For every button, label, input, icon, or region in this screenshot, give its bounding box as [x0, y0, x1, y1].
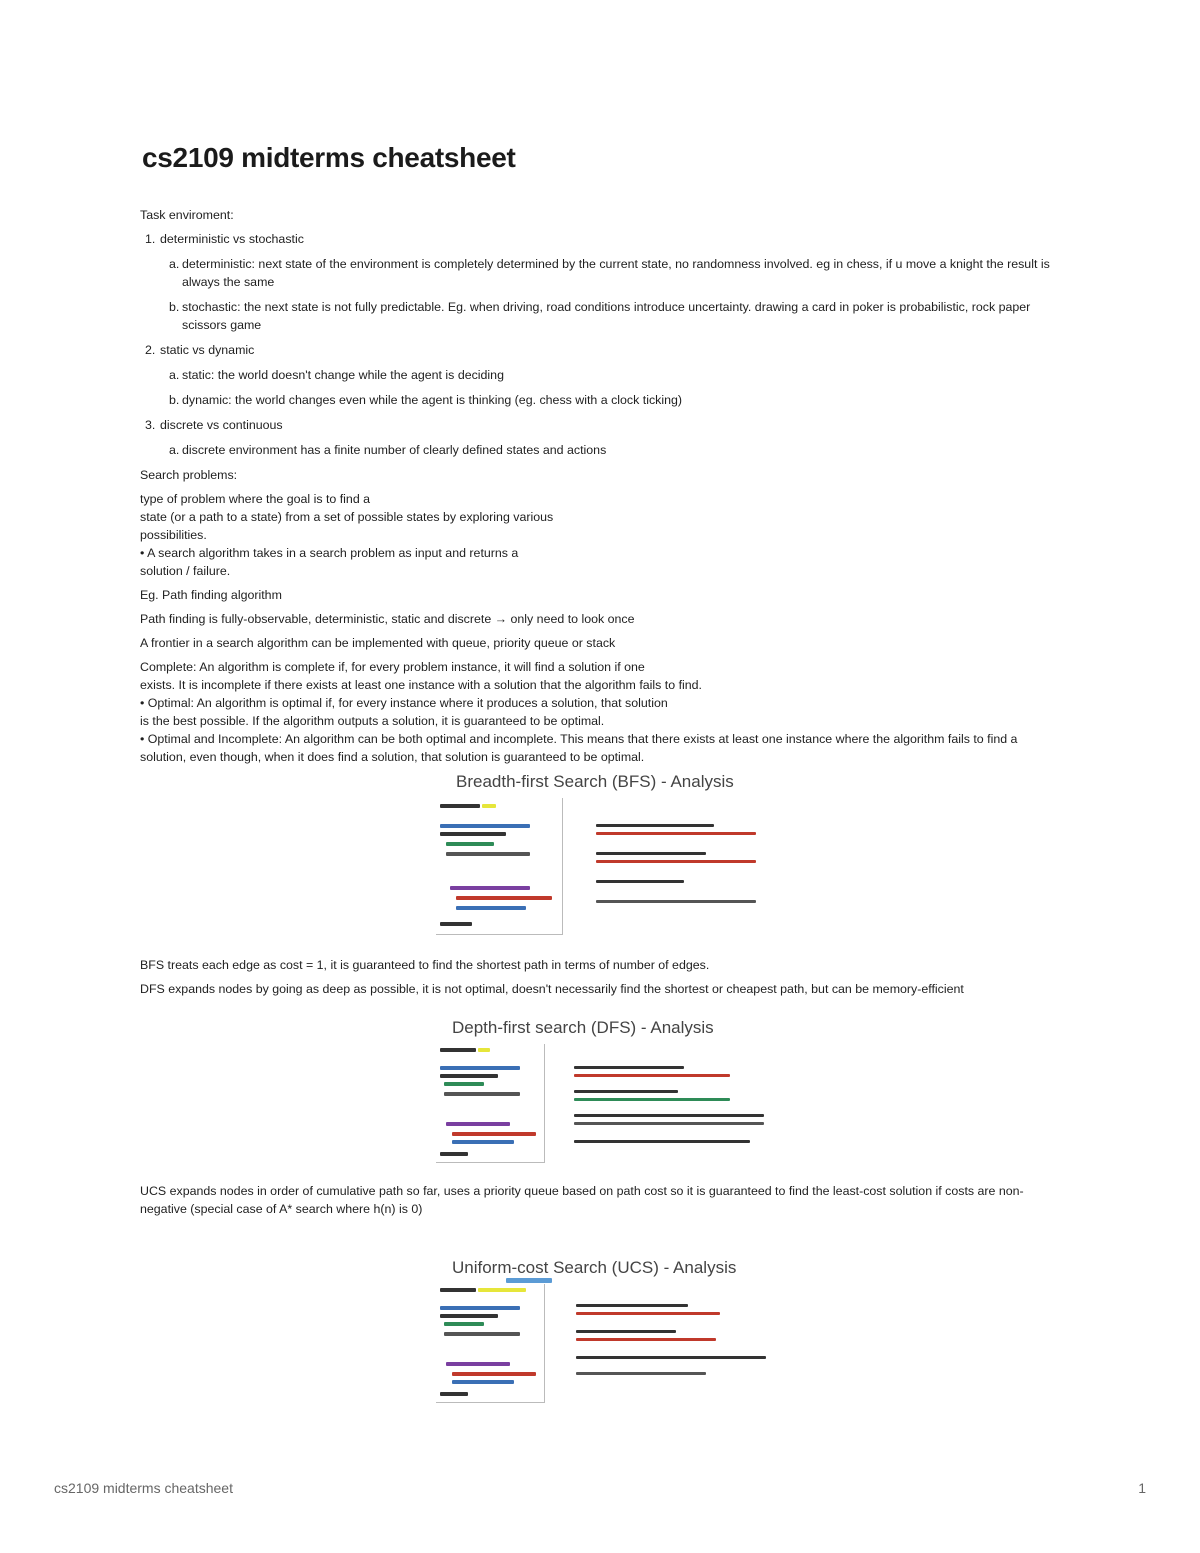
ucs-code-box — [436, 1284, 545, 1403]
completeness-definition: Complete: An algorithm is complete if, for every problem instance, it will find a solution if one exists. It is incomplete if there exists at least one instance with a solution that the algorithm fails to find. • Optimal: An algorithm is optimal if, for every instance where it produces a solution, that solution is the best possible. If the algorithm outputs a solution, it is guaranteed to be optimal. • Optimal and Incomplete: An algorithm can be both optimal and incomplete. This means that there exists at least one instance where the algorithm fails to find a solution, even though, when it does find a solution, that solution is guaranteed to be optimal. — [140, 660, 1018, 764]
ucs-figure-title: Uniform-cost Search (UCS) - Analysis — [452, 1258, 737, 1277]
bfs-figure-title: Breadth-first Search (BFS) - Analysis — [456, 772, 734, 791]
list-item: 1. deterministic vs stochastic — [145, 232, 304, 246]
env-list — [140, 230, 1060, 459]
list-item: 3. discrete vs continuous — [145, 418, 283, 432]
list-subitem: a. discrete environment has a finite number of clearly defined states and actions — [169, 443, 607, 457]
ucs-line: negative (special case of A* search where h(n) is 0) — [140, 1202, 423, 1216]
path-finding-line: Path finding is fully-observable, deterministic, static and discrete → only need to look once — [140, 612, 635, 626]
bfs-code-box — [436, 798, 563, 935]
list-subitem: a. deterministic: next state of the environment is completely determined by the current state, no randomness involved. eg in chess, if u move a knight the result is always the same — [169, 257, 1050, 289]
list-subitem: a. static: the world doesn't change while the agent is deciding — [169, 368, 504, 382]
ucs-line: UCS expands nodes in order of cumulative path so far, uses a priority queue based on path cost so it is guaranteed to find the least-cost solution if costs are non- — [140, 1184, 1024, 1198]
search-heading: Search problems: — [140, 468, 238, 482]
eg-line: Eg. Path finding algorithm — [140, 588, 282, 602]
bfs-line: BFS treats each edge as cost = 1, it is guaranteed to find the shortest path in terms of number of edges. — [140, 958, 710, 972]
dfs-analysis-figure — [430, 1016, 780, 1166]
list-item: 2. static vs dynamic — [145, 343, 255, 357]
search-definition: type of problem where the goal is to find a state (or a path to a state) from a set of possible states by exploring various possibilities. • A search algorithm takes in a search problem as input and returns a solution / failure. — [140, 492, 554, 578]
ucs-analysis-figure — [430, 1256, 790, 1406]
dfs-code-box — [436, 1044, 545, 1163]
dfs-line: DFS expands nodes by going as deep as possible, it is not optimal, doesn't necessarily find the shortest or cheapest path, but can be memory-efficient — [140, 982, 964, 996]
list-subitem: b. dynamic: the world changes even while the agent is thinking (eg. chess with a clock ticking) — [169, 393, 683, 407]
document-body — [140, 138, 1060, 766]
frontier-line: A frontier in a search algorithm can be implemented with queue, priority queue or stack — [140, 636, 616, 650]
page-title: cs2109 midterms cheatsheet — [142, 142, 516, 173]
page-number: 1 — [1138, 1480, 1146, 1496]
dfs-figure-title: Depth-first search (DFS) - Analysis — [452, 1018, 714, 1037]
list-subitem: b. stochastic: the next state is not fully predictable. Eg. when driving, road conditions introduce uncertainty. drawing a card in poker is probabilistic, rock paper scissors game — [169, 300, 1031, 332]
bfs-analysis-figure — [430, 768, 780, 938]
footer-title: cs2109 midterms cheatsheet — [54, 1480, 233, 1496]
task-env-heading: Task enviroment: — [140, 208, 234, 222]
